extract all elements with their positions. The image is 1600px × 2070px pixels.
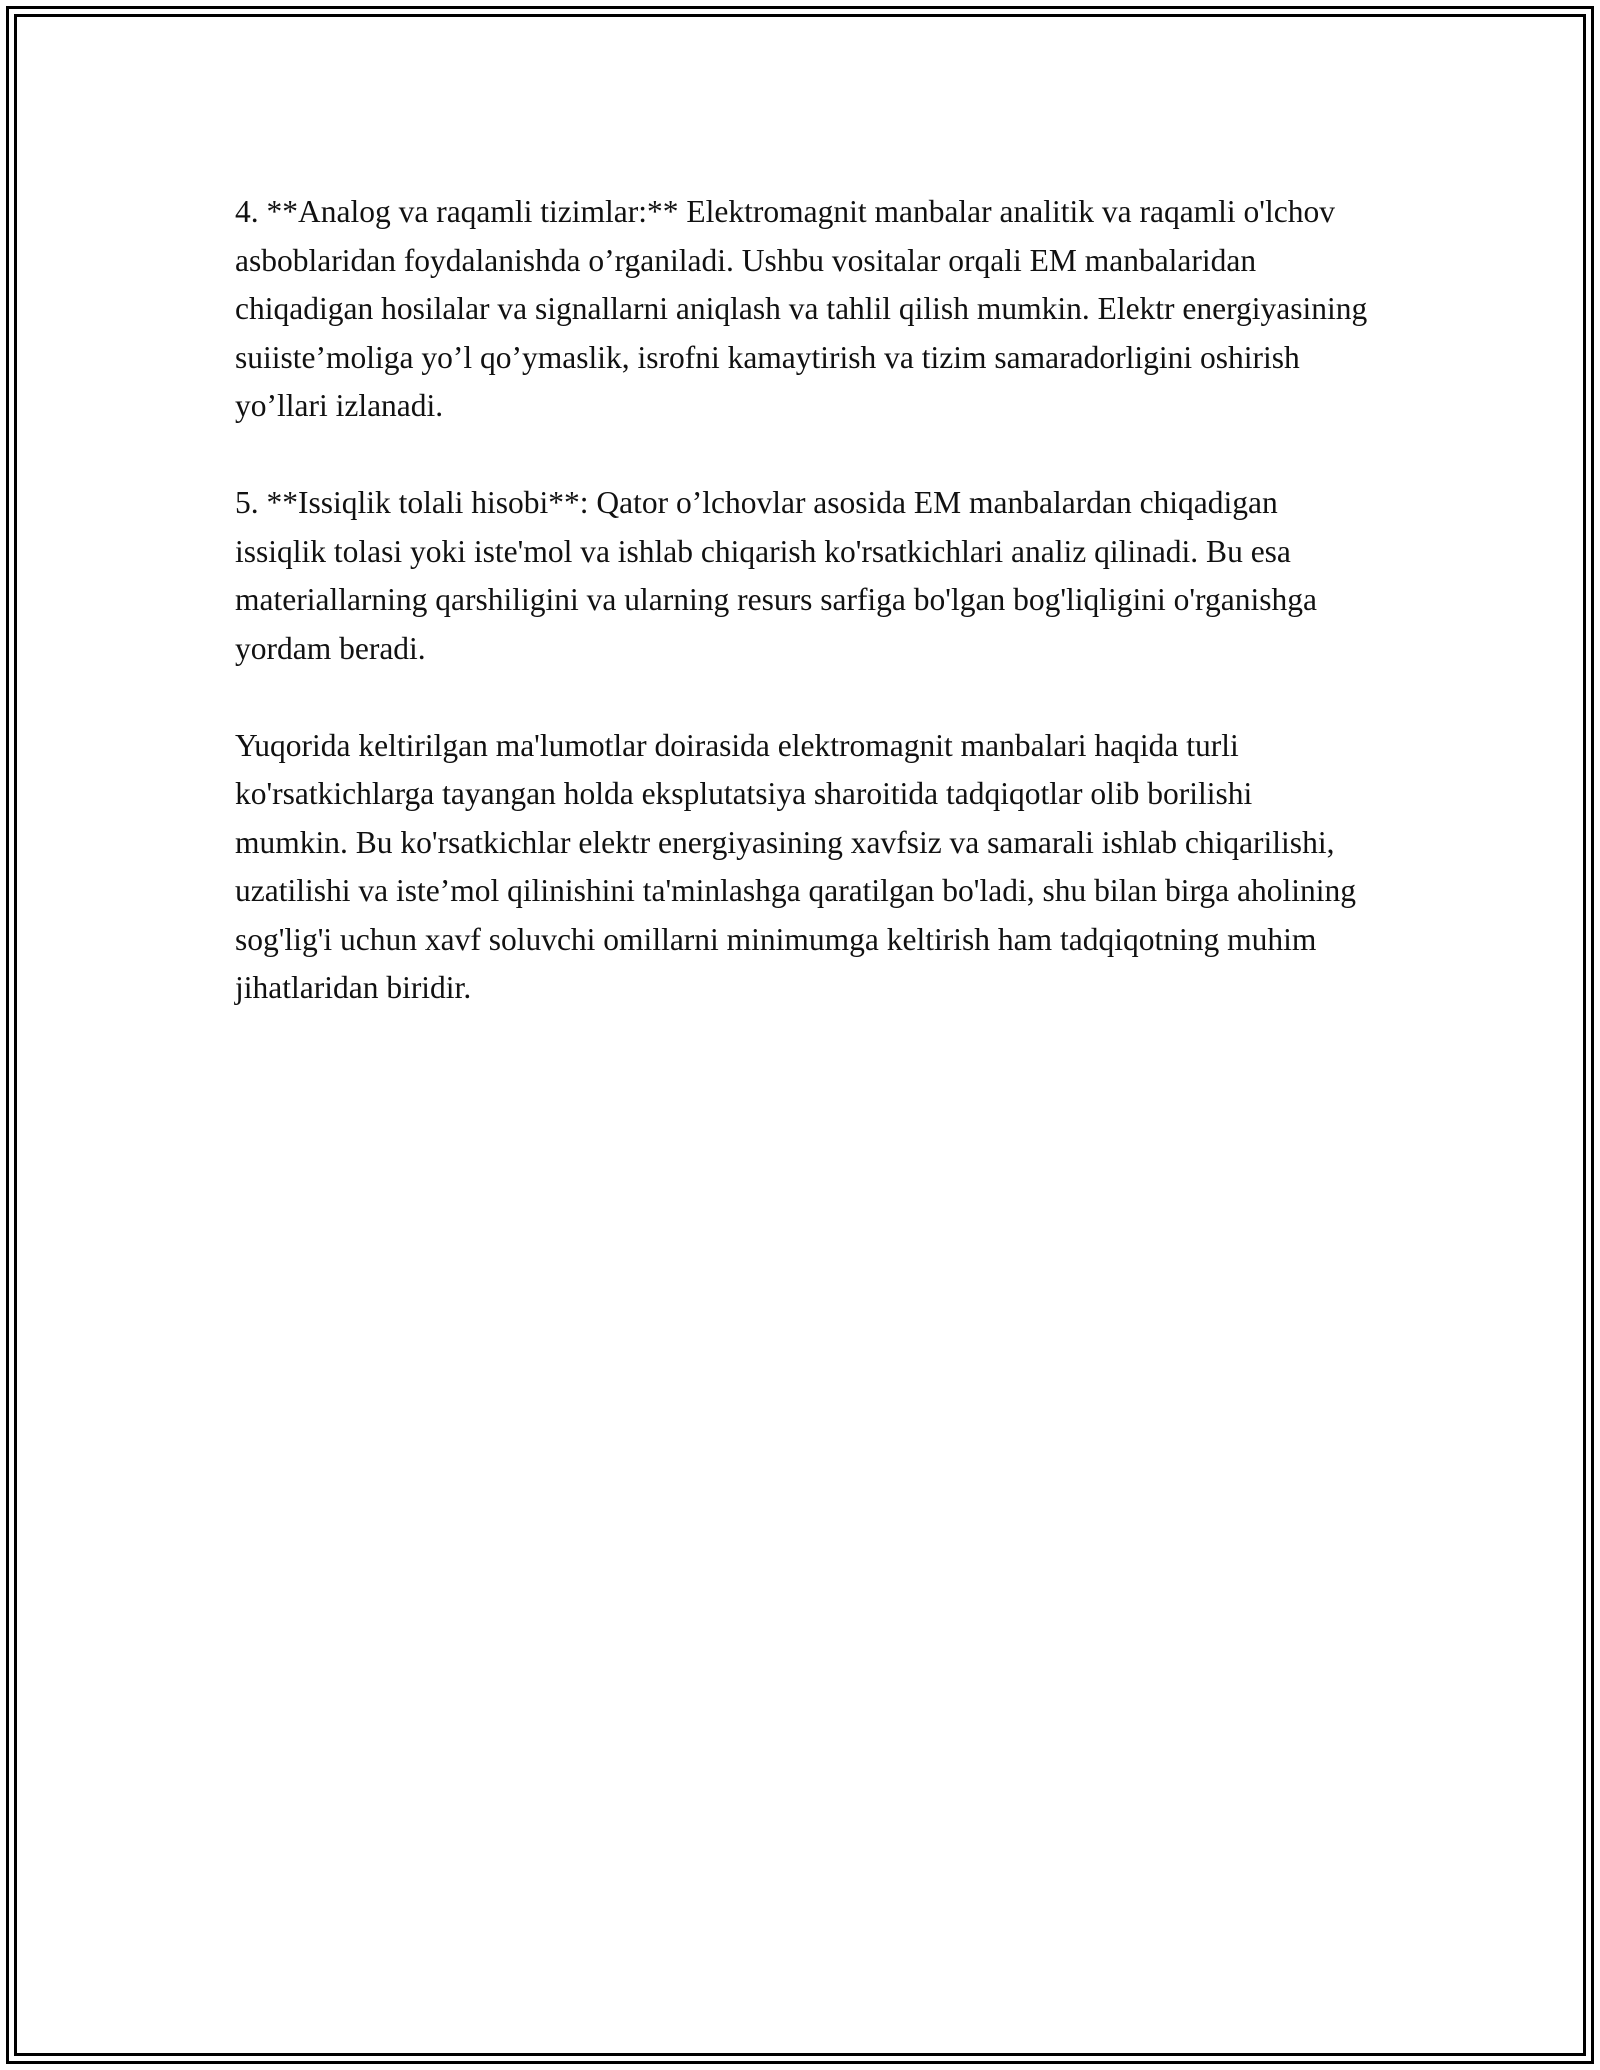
paragraph-analog-digital-systems: 4. **Analog va raqamli tizimlar:** Elektromagnit manbalar analitik va raqamli o'lchov asboblaridan foydalanishda o’rganiladi. Ushbu vositalar orqali EM manbalaridan chiqadigan hosilalar va signallarni aniqlash va tahlil qilish mumkin. Elektr energiyasining suiiste’moliga yo’l qo’ymaslik, isrofni kamaytirish va tizim samaradorligini oshirish yo’llari izlanadi. xyxy=(235,194,1368,423)
paragraph-heat-fiber-calculation: 5. **Issiqlik tolali hisobi**: Qator o’lchovlar asosida EM manbalardan chiqadigan issiqlik tolasi yoki iste'mol va ishlab chiqarish ko'rsatkichlari analiz qilinadi. Bu esa materiallarning qarshiligini va ularning resurs sarfiga bo'lgan bog'liqligini o'rganishga yordam beradi. xyxy=(235,485,1317,666)
document-body xyxy=(235,188,1370,1061)
paragraph-conclusion: Yuqorida keltirilgan ma'lumotlar doirasida elektromagnit manbalari haqida turli ko'rsatkichlarga tayangan holda eksplutatsiya sharoitida tadqiqotlar olib borilishi mumkin. Bu ko'rsatkichlar elektr energiyasining xavfsiz va samarali ishlab chiqarilishi, uzatilishi va iste’mol qilinishini ta'minlashga qaratilgan bo'ladi, shu bilan birga aholining sog'lig'i uchun xavf soluvchi omillarni minimumga keltirish ham tadqiqotning muhim jihatlaridan biridir. xyxy=(235,727,1356,1005)
